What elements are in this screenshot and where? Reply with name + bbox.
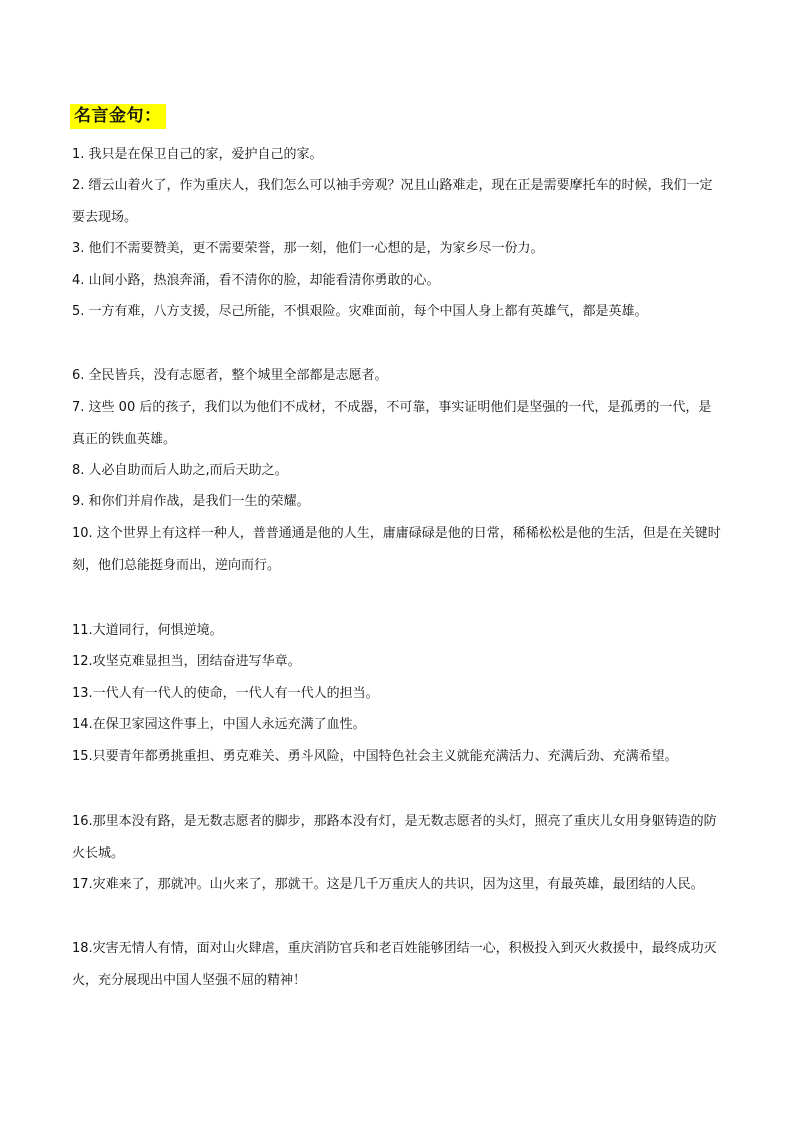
quote-item-18: 18.灾害无情人有情，面对山火肆虐，重庆消防官兵和老百姓能够团结一心，积极投入到灭火救援中，最终成功灭火，充分展现出中国人坚强不屈的精神！ (72, 941, 717, 988)
quote-item-3: 3. 他们不需要赞美，更不需要荣誉，那一刻，他们一心想的是，为家乡尽一份力。 (72, 241, 544, 256)
quote-item-11: 11.大道同行，何惧逆境。 (72, 623, 223, 638)
quote-item-13: 13.一代人有一代人的使命，一代人有一代人的担当。 (72, 686, 379, 701)
quote-item-2: 2. 缙云山着火了，作为重庆人，我们怎么可以袖手旁观？况且山路难走，现在正是需要摩托车的时候，我们一定要去现场。 (72, 178, 713, 225)
quote-item-10: 10. 这个世界上有这样一种人，普普通通是他的人生，庸庸碌碌是他的日常，稀稀松松是他的生活，但是在关键时刻，他们总能挺身而出，逆向而行。 (72, 526, 721, 573)
quote-item-14: 14.在保卫家园这件事上，中国人永远充满了血性。 (72, 717, 366, 732)
quote-item-7: 7. 这些 00 后的孩子，我们以为他们不成材，不成器，不可靠，事实证明他们是坚强的一代，是孤勇的一代，是真正的铁血英雄。 (72, 400, 712, 447)
quote-item-5: 5. 一方有难，八方支援，尽己所能，不惧艰险。灾难面前，每个中国人身上都有英雄气，都是英雄。 (72, 304, 648, 319)
quote-item-6: 6. 全民皆兵，没有志愿者，整个城里全部都是志愿者。 (72, 368, 388, 383)
section-heading: 名言金句： (70, 104, 166, 129)
quote-item-17: 17.灾难来了，那就冲。山火来了，那就干。这是几千万重庆人的共识，因为这里，有最英雄，最团结的人民。 (72, 877, 704, 892)
quote-item-15: 15.只要青年都勇挑重担、勇克难关、勇斗风险，中国特色社会主义就能充满活力、充满后劲、充满希望。 (72, 749, 678, 764)
quote-item-9: 9. 和你们并肩作战，是我们一生的荣耀。 (72, 494, 310, 509)
quote-item-16: 16.那里本没有路，是无数志愿者的脚步，那路本没有灯，是无数志愿者的头灯，照亮了重庆儿女用身躯铸造的防火长城。 (72, 814, 717, 861)
quote-item-1: 1. 我只是在保卫自己的家，爱护自己的家。 (72, 147, 323, 162)
quote-item-8: 8. 人必自助而后人助之,而后天助之。 (72, 463, 288, 478)
quote-item-4: 4. 山间小路，热浪奔涌，看不清你的脸，却能看清你勇敢的心。 (72, 273, 440, 288)
quote-item-12: 12.攻坚克难显担当，团结奋进写华章。 (72, 654, 301, 669)
